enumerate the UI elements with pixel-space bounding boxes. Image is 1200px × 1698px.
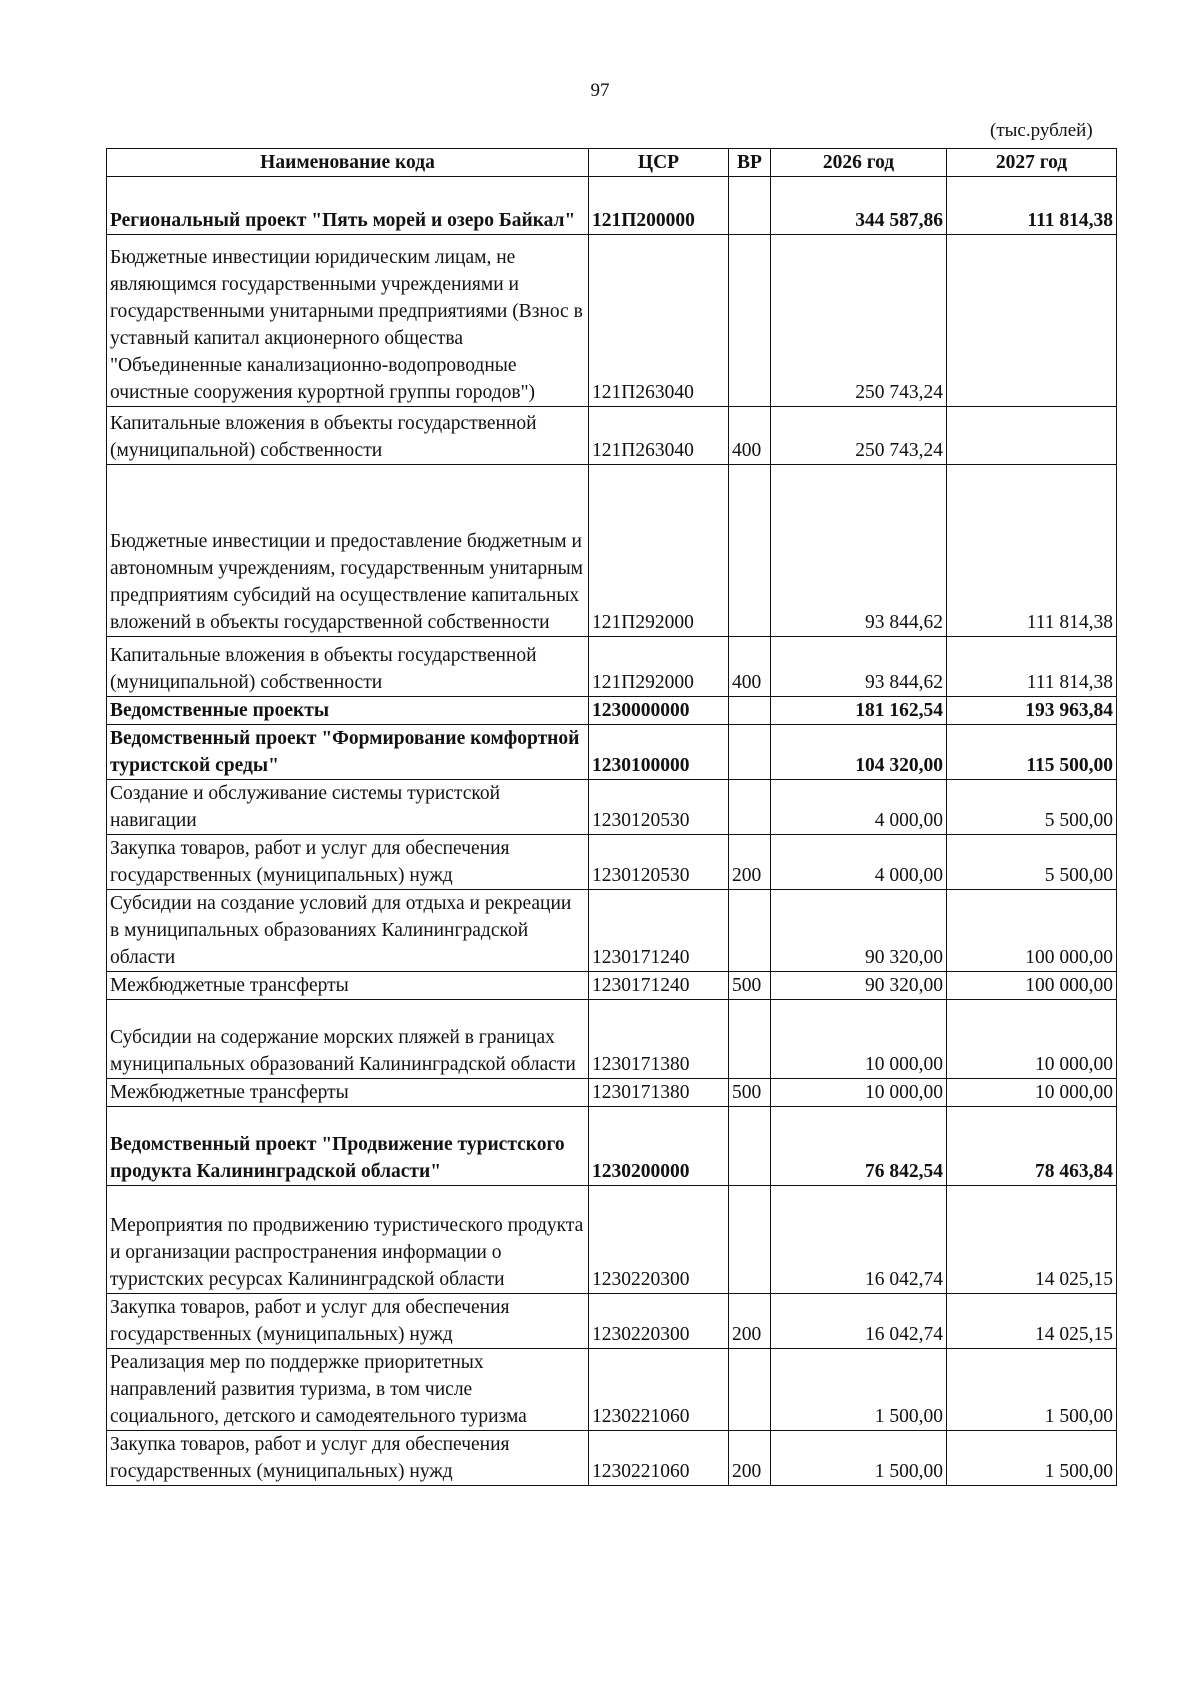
- row-csr: 1230200000: [589, 1107, 729, 1186]
- table-row: [107, 697, 1117, 725]
- row-name: Бюджетные инвестиции и предоставление бюджетным и автономным учреждениям, государственным унитарным предприятиям субсидий на осуществление капитальных вложений в объекты государственной собственности: [107, 465, 589, 637]
- row-name: Ведомственные проекты: [107, 697, 589, 725]
- row-vr: [729, 890, 771, 972]
- row-value-2026: 181 162,54: [771, 697, 947, 725]
- table-row: [107, 725, 1117, 780]
- row-csr: 1230221060: [589, 1431, 729, 1486]
- row-value-2026: 10 000,00: [771, 1079, 947, 1107]
- row-value-2026: 104 320,00: [771, 725, 947, 780]
- row-vr: [729, 465, 771, 637]
- table-row: [107, 780, 1117, 835]
- row-name: Создание и обслуживание системы туристской навигации: [107, 780, 589, 835]
- row-name: Региональный проект "Пять морей и озеро Байкал": [107, 177, 589, 235]
- row-name: Капитальные вложения в объекты государственной (муниципальной) собственности: [107, 407, 589, 465]
- row-value-2026: 250 743,24: [771, 235, 947, 407]
- row-value-2027: 1 500,00: [947, 1431, 1117, 1486]
- row-vr: [729, 1000, 771, 1079]
- table-row: [107, 1294, 1117, 1349]
- budget-table: [106, 148, 1117, 1486]
- table-row: [107, 465, 1117, 637]
- row-value-2026: 16 042,74: [771, 1294, 947, 1349]
- row-name: Капитальные вложения в объекты государственной (муниципальной) собственности: [107, 637, 589, 697]
- row-csr: 121П292000: [589, 637, 729, 697]
- table-row: [107, 407, 1117, 465]
- table-row: [107, 972, 1117, 1000]
- units-label: (тыс.рублей): [990, 120, 1093, 141]
- column-header-vr: ВР: [729, 149, 771, 177]
- table-row: [107, 1000, 1117, 1079]
- row-value-2027: 115 500,00: [947, 725, 1117, 780]
- row-name: Субсидии на содержание морских пляжей в границах муниципальных образований Калининградской области: [107, 1000, 589, 1079]
- row-value-2026: 1 500,00: [771, 1431, 947, 1486]
- row-vr: 200: [729, 1294, 771, 1349]
- row-csr: 121П263040: [589, 235, 729, 407]
- row-vr: 500: [729, 972, 771, 1000]
- table-row: [107, 1186, 1117, 1294]
- row-vr: [729, 177, 771, 235]
- row-value-2026: 250 743,24: [771, 407, 947, 465]
- row-name: Мероприятия по продвижению туристического продукта и организации распространения информации о туристских ресурсах Калининградской области: [107, 1186, 589, 1294]
- row-value-2027: 5 500,00: [947, 835, 1117, 890]
- table-row: [107, 1079, 1117, 1107]
- row-value-2026: 76 842,54: [771, 1107, 947, 1186]
- page-number: 97: [590, 80, 610, 101]
- row-vr: 200: [729, 1431, 771, 1486]
- column-header-2027: 2027 год: [947, 149, 1117, 177]
- row-value-2027: [947, 235, 1117, 407]
- row-vr: [729, 780, 771, 835]
- row-value-2026: 344 587,86: [771, 177, 947, 235]
- row-value-2027: 111 814,38: [947, 465, 1117, 637]
- row-csr: 121П263040: [589, 407, 729, 465]
- table-row: [107, 1107, 1117, 1186]
- table-row: [107, 1349, 1117, 1431]
- row-name: Закупка товаров, работ и услуг для обеспечения государственных (муниципальных) нужд: [107, 1294, 589, 1349]
- row-value-2027: 5 500,00: [947, 780, 1117, 835]
- row-value-2027: 111 814,38: [947, 177, 1117, 235]
- row-value-2026: 90 320,00: [771, 972, 947, 1000]
- row-name: Бюджетные инвестиции юридическим лицам, не являющимся государственными учреждениями и государственными унитарными предприятиями (Взнос в уставный капитал акционерного общества "Объединенные канализационно-водопроводные очистные сооружения курортной группы городов"): [107, 235, 589, 407]
- row-vr: [729, 235, 771, 407]
- row-vr: [729, 1186, 771, 1294]
- row-name: Межбюджетные трансферты: [107, 972, 589, 1000]
- row-name: Ведомственный проект "Формирование комфортной туристской среды": [107, 725, 589, 780]
- row-csr: 121П200000: [589, 177, 729, 235]
- table-row: [107, 177, 1117, 235]
- row-value-2026: 90 320,00: [771, 890, 947, 972]
- row-vr: [729, 1349, 771, 1431]
- row-name: Закупка товаров, работ и услуг для обеспечения государственных (муниципальных) нужд: [107, 1431, 589, 1486]
- row-vr: 200: [729, 835, 771, 890]
- row-value-2027: 14 025,15: [947, 1294, 1117, 1349]
- row-value-2026: 1 500,00: [771, 1349, 947, 1431]
- row-vr: [729, 1107, 771, 1186]
- table-row: [107, 637, 1117, 697]
- column-header-name: Наименование кода: [107, 149, 589, 177]
- row-vr: [729, 725, 771, 780]
- row-name: Ведомственный проект "Продвижение туристского продукта Калининградской области": [107, 1107, 589, 1186]
- row-vr: 500: [729, 1079, 771, 1107]
- table-row: [107, 835, 1117, 890]
- row-value-2026: 10 000,00: [771, 1000, 947, 1079]
- row-name: Реализация мер по поддержке приоритетных направлений развития туризма, в том числе социального, детского и самодеятельного туризма: [107, 1349, 589, 1431]
- row-value-2026: 4 000,00: [771, 780, 947, 835]
- row-vr: 400: [729, 407, 771, 465]
- row-name: Закупка товаров, работ и услуг для обеспечения государственных (муниципальных) нужд: [107, 835, 589, 890]
- table-row: [107, 235, 1117, 407]
- row-value-2026: 93 844,62: [771, 465, 947, 637]
- row-csr: 121П292000: [589, 465, 729, 637]
- row-value-2027: 111 814,38: [947, 637, 1117, 697]
- row-name: Субсидии на создание условий для отдыха и рекреации в муниципальных образованиях Калининградской области: [107, 890, 589, 972]
- row-vr: 400: [729, 637, 771, 697]
- row-csr: 1230171380: [589, 1079, 729, 1107]
- row-csr: 1230000000: [589, 697, 729, 725]
- table-row: [107, 1431, 1117, 1486]
- row-name: Межбюджетные трансферты: [107, 1079, 589, 1107]
- table-row: [107, 890, 1117, 972]
- row-value-2027: 1 500,00: [947, 1349, 1117, 1431]
- row-value-2027: 100 000,00: [947, 972, 1117, 1000]
- row-value-2027: 14 025,15: [947, 1186, 1117, 1294]
- row-csr: 1230120530: [589, 835, 729, 890]
- table-header-row: [107, 149, 1117, 177]
- row-value-2027: 10 000,00: [947, 1079, 1117, 1107]
- row-value-2027: [947, 407, 1117, 465]
- row-value-2027: 193 963,84: [947, 697, 1117, 725]
- row-value-2026: 16 042,74: [771, 1186, 947, 1294]
- row-csr: 1230120530: [589, 780, 729, 835]
- row-csr: 1230220300: [589, 1186, 729, 1294]
- row-csr: 1230221060: [589, 1349, 729, 1431]
- table-body: [107, 177, 1117, 1486]
- row-csr: 1230100000: [589, 725, 729, 780]
- row-csr: 1230171380: [589, 1000, 729, 1079]
- column-header-csr: ЦСР: [589, 149, 729, 177]
- row-value-2027: 100 000,00: [947, 890, 1117, 972]
- column-header-2026: 2026 год: [771, 149, 947, 177]
- row-value-2027: 78 463,84: [947, 1107, 1117, 1186]
- row-csr: 1230220300: [589, 1294, 729, 1349]
- row-value-2027: 10 000,00: [947, 1000, 1117, 1079]
- row-value-2026: 4 000,00: [771, 835, 947, 890]
- row-value-2026: 93 844,62: [771, 637, 947, 697]
- row-csr: 1230171240: [589, 890, 729, 972]
- row-csr: 1230171240: [589, 972, 729, 1000]
- row-vr: [729, 697, 771, 725]
